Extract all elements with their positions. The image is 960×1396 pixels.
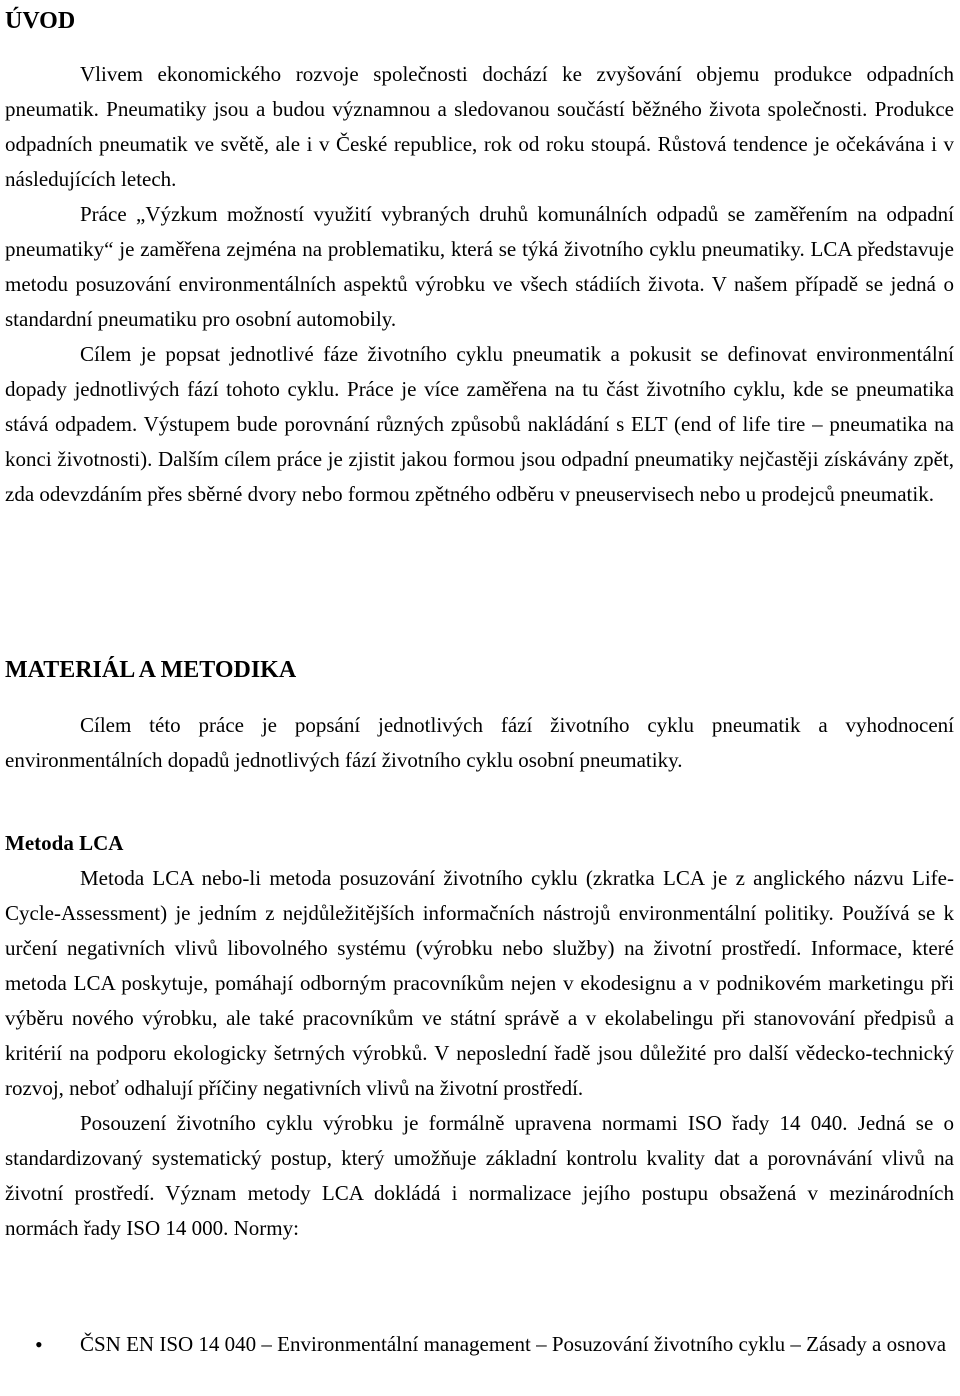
section-heading-material-a-metodika: MATERIÁL A METODIKA [5, 657, 297, 683]
section-body-uvod [5, 57, 954, 512]
section-heading-uvod: ÚVOD [5, 8, 76, 34]
subsection-heading-metoda-lca: Metoda LCA [5, 831, 124, 855]
list-item [0, 1327, 954, 1362]
paragraph: Cílem je popsat jednotlivé fáze životního cyklu pneumatik a pokusit se definovat environmentální dopady jednotlivých fází tohoto cyklu. Práce je více zaměřena na tu část životního cyklu, kde se pneumatika stává odpadem. Výstupem bude porovnání různých způsobů nakládání s ELT (end of life tire – pneumatika na konci životnosti). Dalším cílem práce je zjistit jakou formou jsou odpadní pneumatiky nejčastěji získávány zpět, zda odevzdáním přes sběrné dvory nebo formou zpětného odběru v pneuservisech nebo u prodejců pneumatik. [5, 342, 954, 506]
paragraph: Práce „Výzkum možností využití vybraných druhů komunálních odpadů se zaměřením na odpadní pneumatiky“ je zaměřena zejména na problematiku, která se týká životního cyklu pneumatiky. LCA představuje metodu posuzování environmentálních aspektů výrobku ve všech stádiích života. V našem případě se jedná o standardní pneumatiku pro osobní automobily. [5, 202, 954, 331]
section-body-material [5, 708, 954, 778]
bullet-icon: • [35, 1332, 43, 1357]
subsection-body-metoda-lca [5, 861, 954, 1246]
paragraph: Metoda LCA nebo-li metoda posuzování životního cyklu (zkratka LCA je z anglického názvu Life-Cycle-Assessment) je jedním z nejdůležitějších informačních nástrojů environmentální politiky. Používá se k určení negativních vlivů libovolného systému (výrobku nebo služby) na životní prostředí. Informace, které metoda LCA poskytuje, pomáhají odborným pracovníkům nejen v ekodesignu a v podnikovém marketingu při výběru nového výrobku, ale také pracovníkům ve státní správě a v ekolabelingu při stanovování předpisů a kritérií na podporu ekologicky šetrných výrobků. V neposlední řadě jsou důležité pro další vědecko-technický rozvoj, neboť odhalují příčiny negativních vlivů na životní prostředí. [5, 866, 954, 1100]
paragraph: Cílem této práce je popsání jednotlivých fází životního cyklu pneumatik a vyhodnocení environmentálních dopadů jednotlivých fází životního cyklu osobní pneumatiky. [5, 713, 954, 772]
norms-list [0, 1327, 954, 1362]
paragraph: Vlivem ekonomického rozvoje společnosti dochází ke zvyšování objemu produkce odpadních pneumatik. Pneumatiky jsou a budou významnou a sledovanou součástí běžného života společnosti. Produkce odpadních pneumatik ve světě, ale i v České republice, rok od roku stoupá. Růstová tendence je očekávána i v následujících letech. [5, 62, 954, 191]
paragraph: Posouzení životního cyklu výrobku je formálně upravena normami ISO řady 14 040. Jedná se o standardizovaný systematický postup, který umožňuje základní kontrolu kvality dat a porovnávání vlivů na životní prostředí. Význam metody LCA dokládá i normalizace jejího postupu obsažená v mezinárodních normách řady ISO 14 000. Normy: [5, 1111, 954, 1240]
list-item-text: ČSN EN ISO 14 040 – Environmentální management – Posuzování životního cyklu – Zásady a osnova [80, 1332, 947, 1356]
